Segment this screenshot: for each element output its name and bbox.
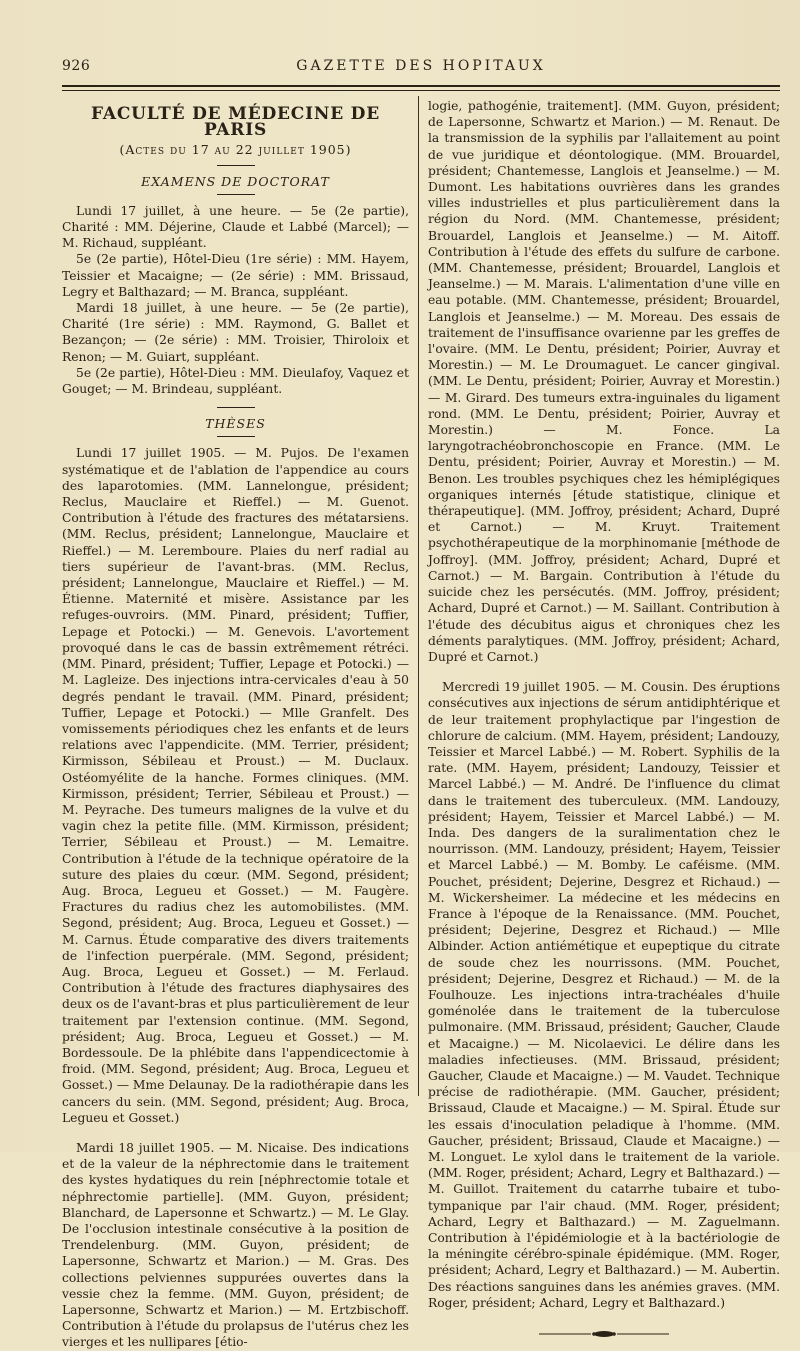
exam-paragraph: 5e (2e partie), Hôtel-Dieu (1re série) : MM. Hayem, Teissier et Macaigne; — (2e série) : MM. Brissaud, Legry et Balthazard; — M. Branca, suppléant. — [62, 252, 409, 299]
exam-paragraph: Mardi 18 juillet, à une heure. — 5e (2e partie), Charité (1re série) : MM. Raymond, G. Ballet et Bezançon; — (2e série) : MM. Troisier, Thiroloix et Renon; — M. Guiart, suppléant. — [62, 301, 409, 364]
thesis-paragraph: Mercredi 19 juillet 1905. — M. Cousin. Des éruptions consécutives aux injections de sérum antidiphtérique et de leur traitement prophylactique par l'ingestion de chlorure de calcium. (MM. Hayem, président; Landouzy, Teissier et Marcel Labbé.) — M. Robert. Syphilis de la rate. (MM. Hayem, président; Landouzy, Teissier et Marcel Labbé.) — M. André. De l'influence du climat dans le traitement des tuberculeux. (MM. Landouzy, président; Hayem, Teissier et Marcel Labbé.) — M. Inda. Des dangers de la suralimentation chez le nourrisson. (MM. Landouzy, président; Hayem, Teissier et Marcel Labbé.) — M. Bomby. Le caféisme. (MM. Pouchet, président; Dejerine, Desgrez et Richaud.) — M. Wickersheimer. La médecine et les médecins en France à l'époque de la Renaissance. (MM. Pouchet, président; Dejerine, Desgrez et Richaud.) — Mlle Albinder. Action antiémétique et eupeptique du citrate de soude chez les nourrissons. (MM. Pouchet, président; Dejerine, Desgrez et Richaud.) — M. de la Foulhouze. Les injections intra-trachéales d'huile goménolée dans le traitement de la tuberculose pulmonaire. (MM. Brissaud, président; Gaucher, Claude et Macaigne.) — M. Nicolaevici. Le délire dans les maladies infectieuses. (MM. Brissaud, président; Gaucher, Claude et Macaigne.) — M. Vaudet. Technique précise de radiothérapie. (MM. Gaucher, président; Brissaud, Claude et Macaigne.) — M. Spiral. Étude sur les essais d'inoculation peladique à l'homme. (MM. Gaucher, président; Brissaud, Claude et Macaigne.) — M. Longuet. Le xylol dans le traitement de la variole. (MM. Roger, président; Achard, Legry et Balthazard.) — M. Guillot. Traitement du catarrhe tubaire et tubo-tympanique par l'air chaud. (MM. Roger, président; Achard, Legry et Balthazard.) — M. Zaguelmann. Contribution à l'épidémiologie et à la bactériologie de la méningite cérébro-spinale épidémique. (MM. Roger, président; Achard, Legry et Balthazard.) — M. Aubertin. Des réactions sanguines dans les anémies graves. (MM. Roger, président; Achard, Legry et Balthazard.) — [428, 680, 780, 1310]
thesis-paragraph: Lundi 17 juillet 1905. — M. Pujos. De l'examen systématique et de l'ablation de l'appendice au cours des laparotomies. (MM. Lannelongue, président; Reclus, Mauclaire et Rieffel.) — M. Guenot. Contribution à l'étude des fractures des métatarsiens. (MM. Reclus, président; Lannelongue, Mauclaire et Rieffel.) — M. Leremboure. Plaies du nerf radial au tiers supérieur de l'avant-bras. (MM. Reclus, président; Lannelongue, Mauclaire et Rieffel.) — M. Étienne. Maternité et misère. Assistance par les refuges-ouvroirs. (MM. Pinard, président; Tuffier, Lepage et Potocki.) — M. Genevois. L'avortement provoqué dans le cas de bassin extrêmement rétréci. (MM. Pinard, président; Tuffier, Lepage et Potocki.) — M. Lagleize. Des injections intra-cervicales d'eau à 50 degrés pendant le travail. (MM. Pinard, président; Tuffier, Lepage et Potocki.) — Mlle Granfelt. Des vomissements périodiques chez les enfants et de leurs relations avec l'appendicite. (MM. Terrier, président; Kirmisson, Sébileau et Proust.) — M. Duclaux. Ostéomyélite de la hanche. Formes cliniques. (MM. Kirmisson, président; Terrier, Sébileau et Proust.) — M. Peyrache. Des tumeurs malignes de la vulve et du vagin chez la petite fille. (MM. Kirmisson, président; Terrier, Sébileau et Proust.) — M. Lemaitre. Contribution à l'étude de la technique opératoire de la suture des plaies du cœur. (MM. Segond, président; Aug. Broca, Legueu et Gosset.) — M. Faugère. Fractures du radius chez les automobilistes. (MM. Segond, président; Aug. Broca, Legueu et Gosset.) — M. Carnus. Étude comparative des divers traitements de l'infection puerpérale. (MM. Segond, président; Aug. Broca, Legueu et Gosset.) — M. Ferlaud. Contribution à l'étude des fractures diaphysaires des deux os de l'avant-bras et plus particulièrement de leur traitement par l'extension continue. (MM. Segond, président; Aug. Broca, Legueu et Gosset.) — M. Bordessoule. De la phlébite dans l'appendicectomie à froid. (MM. Segond, président; Aug. Broca, Legueu et Gosset.) — Mme Delaunay. De la radiothérapie dans les cancers du sein. (MM. Segond, président; Aug. Broca, Legueu et Gosset.) — [62, 446, 409, 1125]
left-column — [62, 98, 409, 1351]
acts-subtitle: (Actes du 17 au 22 juillet 1905) — [119, 142, 352, 158]
end-ornament — [539, 1329, 669, 1339]
page-number: 926 — [62, 58, 91, 74]
exams-heading: EXAMENS DE DOCTORAT — [141, 173, 330, 189]
theses-heading: THÈSES — [205, 416, 266, 432]
theses-rule — [217, 436, 255, 437]
theses-top-rule — [217, 407, 255, 408]
exam-paragraph: 5e (2e partie), Hôtel-Dieu : MM. Dieulafoy, Vaquez et Gouget; — M. Brindeau, suppléant. — [62, 365, 409, 397]
right-column — [428, 98, 780, 1339]
title-rule — [217, 165, 255, 166]
header-rule-thin — [62, 90, 780, 91]
thesis-paragraph: logie, pathogénie, traitement]. (MM. Guyon, président; de Lapersonne, Schwartz et Marion.) — M. Renaut. De la transmission de la syphilis par l'allaitement au point de vue juridique et déontologique. (MM. Brouardel, président; Chantemesse, Langlois et Jeanselme.) — M. Dumont. Les habitations ouvrières dans les grandes villes industrielles et plus particulièrement dans la région du Nord. (MM. Chantemesse, président; Brouardel, Langlois et Jeanselme.) — M. Aitoff. Contribution à l'étude des effets du sulfure de carbone. (MM. Chantemesse, président; Brouardel, Langlois et Jeanselme.) — M. Marais. L'alimentation d'une ville en eau potable. (MM. Chantemesse, président; Brouardel, Langlois et Jeanselme.) — M. Moreau. Des essais de traitement de l'insuffisance ovarienne par les greffes de l'ovaire. (MM. Le Dentu, président; Poirier, Auvray et Morestin.) — M. Le Droumaguet. Le cancer gingival. (MM. Le Dentu, président; Poirier, Auvray et Morestin.) — M. Girard. Des tumeurs extra-inguinales du ligament rond. (MM. Le Dentu, président; Poirier, Auvray et Morestin.) — M. Fonce. La laryngotrachéobronchoscopie en France. (MM. Le Dentu, président; Poirier, Auvray et Morestin.) — M. Benon. Les troubles psychiques chez les hémiplégiques organiques internés [étude statistique, clinique et thérapeutique]. (MM. Joffroy, président; Achard, Dupré et Carnot.) — M. Kruyt. Traitement psychothérapeutique de la morphinomanie [méthode de Joffroy]. (MM. Joffroy, président; Achard, Dupré et Carnot.) — M. Bargain. Contribution à l'étude du suicide chez les persécutés. (MM. Joffroy, président; Achard, Dupré et Carnot.) — M. Saillant. Contribution à l'étude des décubitus aigus et chroniques chez les déments paralytiques. (MM. Joffroy, président; Achard, Dupré et Carnot.) — [428, 99, 780, 664]
exam-paragraph: Lundi 17 juillet, à une heure. — 5e (2e partie), Charité : MM. Déjerine, Claude et Labbé (Marcel); — M. Richaud, suppléant. — [62, 203, 409, 251]
exams-rule — [217, 194, 255, 195]
column-divider — [418, 96, 419, 1096]
thesis-paragraph: Mardi 18 juillet 1905. — M. Nicaise. Des indications et de la valeur de la néphrectomie dans le traitement des kystes hydatiques du rein [néphrectomie totale et néphrectomie partielle]. (MM. Guyon, président; Blanchard, de Lapersonne et Schwartz.) — M. Le Glay. De l'occlusion intestinale consécutive à la position de Trendelenburg. (MM. Guyon, président; de Lapersonne, Schwartz et Marion.) — M. Gras. Des collections pelviennes suppurées ouvertes dans la vessie chez la femme. (MM. Guyon, président; de Lapersonne, Schwartz et Marion.) — M. Ertzbischoff. Contribution à l'étude du prolapsus de l'utérus chez les vierges et les nullipares [étio- — [62, 1140, 409, 1350]
running-title: GAZETTE DES HOPITAUX — [296, 58, 546, 74]
page-header — [62, 58, 780, 78]
header-rule-thick — [62, 85, 780, 87]
faculty-title: FACULTÉ DE MÉDECINE DE PARIS — [90, 104, 380, 141]
